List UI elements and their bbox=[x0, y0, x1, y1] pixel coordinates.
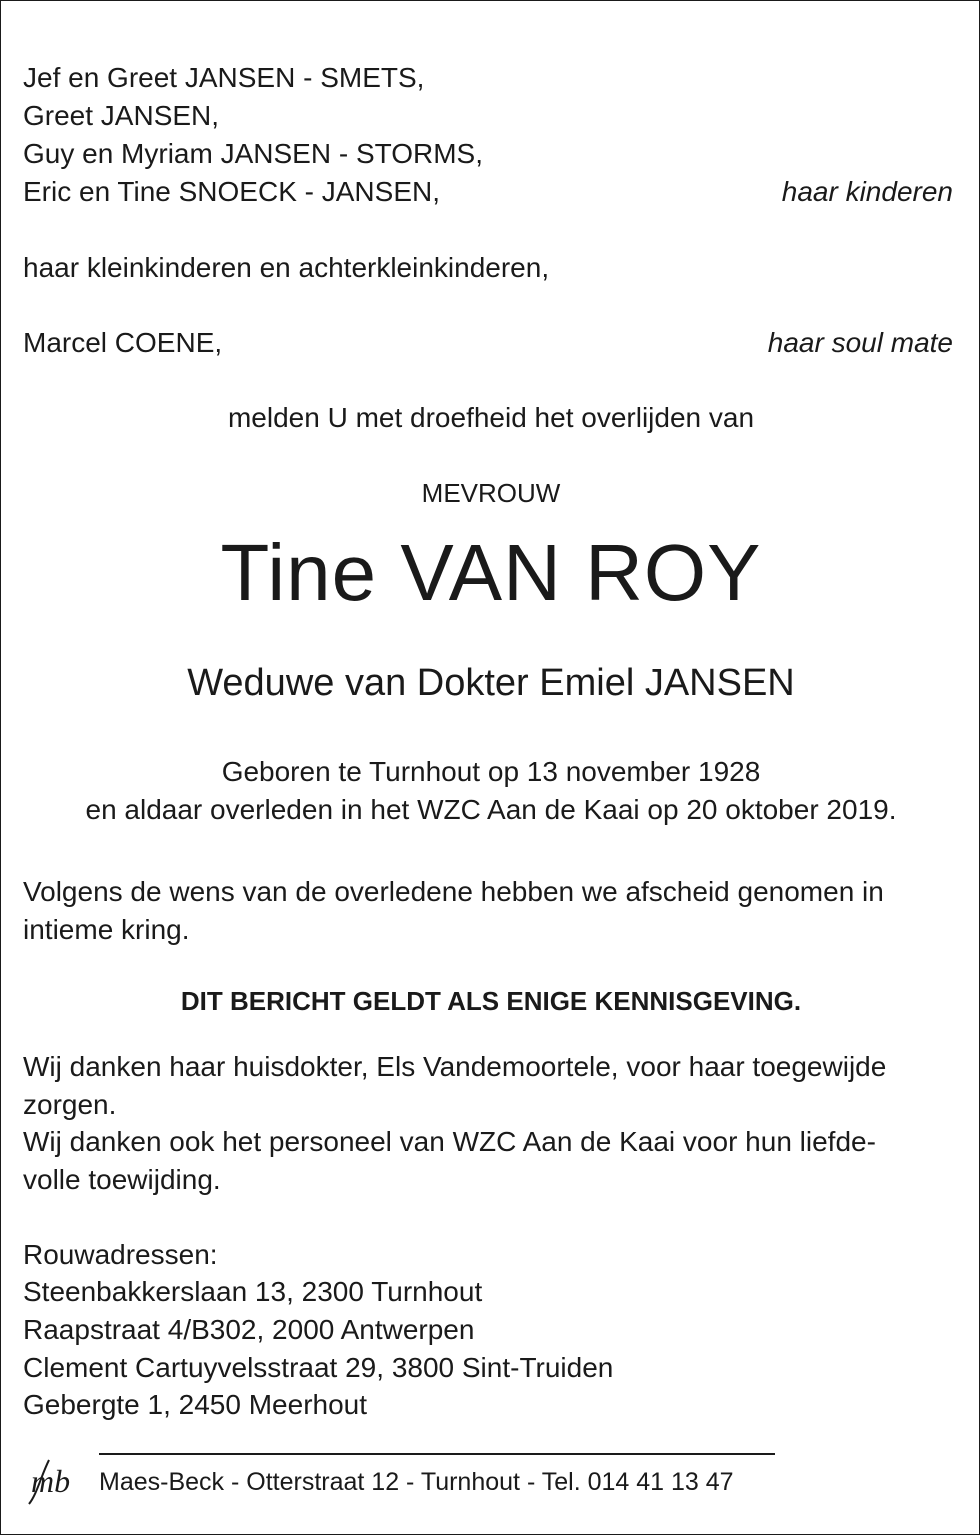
address-line: Clement Cartuyvelsstraat 29, 3800 Sint-Truiden bbox=[23, 1352, 614, 1383]
widow-of-line: Weduwe van Dokter Emiel JANSEN bbox=[187, 662, 795, 704]
born-line: Geboren te Turnhout op 13 november 1928 bbox=[221, 756, 761, 787]
died-line: en aldaar overleden in het WZC Aan de Kaai op 20 oktober 2019. bbox=[85, 794, 897, 825]
thanks-line: Wij danken ook het personeel van WZC Aan de Kaai voor hun liefde- bbox=[23, 1126, 876, 1157]
partner-label: haar soul mate bbox=[767, 327, 953, 358]
address-line: Gebergte 1, 2450 Meerhout bbox=[23, 1389, 368, 1420]
addresses-heading: Rouwadressen: bbox=[23, 1239, 218, 1270]
address-line: Raapstraat 4/B302, 2000 Antwerpen bbox=[23, 1314, 475, 1345]
family-line: Greet JANSEN, bbox=[23, 100, 220, 131]
announcement-line: melden U met droefheid het overlijden van bbox=[227, 402, 755, 433]
children-label: haar kinderen bbox=[781, 176, 953, 207]
partner-line: Marcel COENE, bbox=[23, 327, 223, 358]
grandchildren-line: haar kleinkinderen en achterkleinkinderen, bbox=[23, 252, 550, 283]
thanks-line: zorgen. bbox=[23, 1089, 117, 1120]
farewell-line: Volgens de wens van de overledene hebben we afscheid genomen in bbox=[23, 876, 884, 907]
family-line: Eric en Tine SNOECK - JANSEN, bbox=[23, 176, 441, 207]
address-line: Steenbakkerslaan 13, 2300 Turnhout bbox=[23, 1276, 483, 1307]
footer-divider bbox=[99, 1453, 775, 1455]
farewell-line: intieme kring. bbox=[23, 914, 190, 945]
title-line: MEVROUW bbox=[421, 478, 561, 508]
family-line: Jef en Greet JANSEN - SMETS, bbox=[23, 62, 425, 93]
deceased-name: Tine VAN ROY bbox=[220, 528, 762, 617]
notice-line: DIT BERICHT GELDT ALS ENIGE KENNISGEVING. bbox=[180, 986, 802, 1016]
thanks-line: volle toewijding. bbox=[23, 1164, 221, 1195]
footer-text: Maes-Beck - Otterstraat 12 - Turnhout - Tel. 014 41 13 47 bbox=[99, 1468, 734, 1496]
maes-beck-logo bbox=[21, 1454, 91, 1510]
thanks-line: Wij danken haar huisdokter, Els Vandemoortele, voor haar toegewijde bbox=[23, 1051, 887, 1082]
family-line: Guy en Myriam JANSEN - STORMS, bbox=[23, 138, 484, 169]
logo-text: mb bbox=[31, 1463, 71, 1499]
